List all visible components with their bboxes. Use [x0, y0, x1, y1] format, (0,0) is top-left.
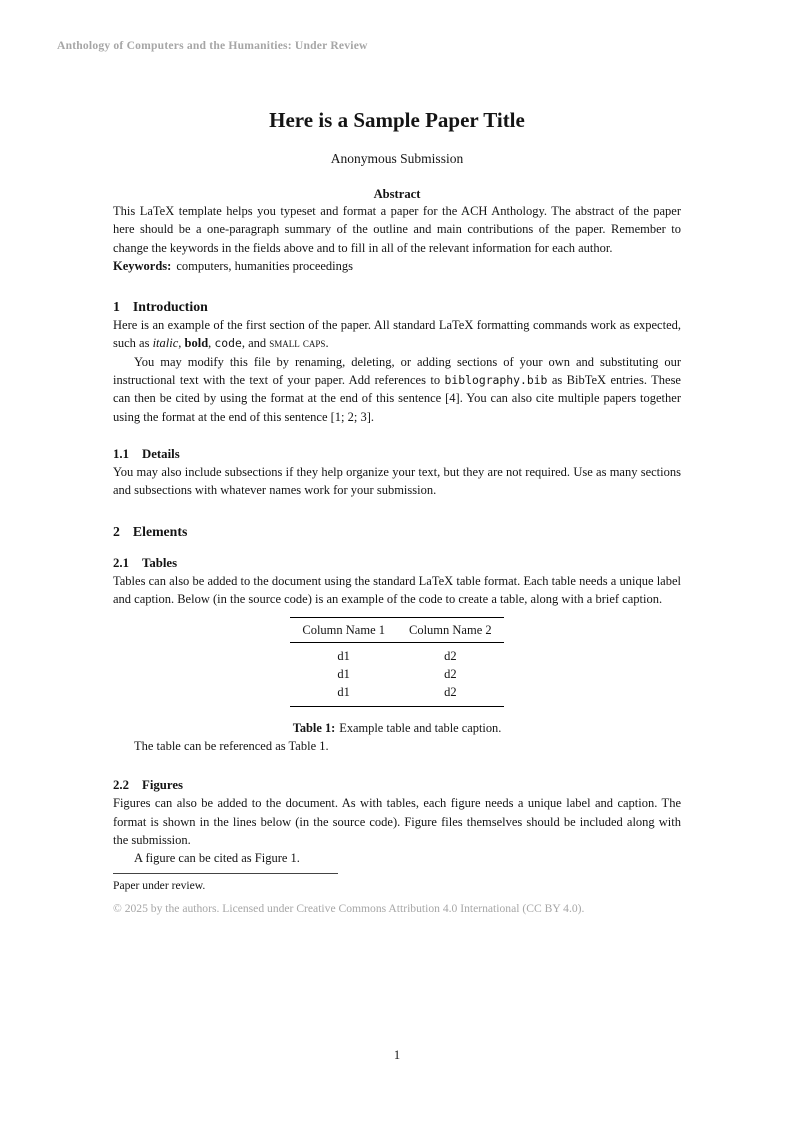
table-cell: d1: [337, 649, 350, 664]
paper-title: Here is a Sample Paper Title: [269, 108, 525, 132]
table-cell: d2: [444, 649, 457, 664]
subsection-title: Tables: [142, 555, 178, 570]
table-cell: d1: [337, 667, 350, 682]
footnote-text: Paper under review.: [113, 878, 206, 892]
table-header-cell: Column Name 1: [290, 618, 397, 643]
table-cell: d2: [444, 667, 457, 682]
inline-bold-text: bold: [184, 336, 209, 351]
text-segment: , and: [241, 336, 270, 351]
table-row: [290, 683, 503, 707]
text-segment: ,: [208, 336, 215, 351]
section-heading-introduction: [113, 297, 681, 316]
section-number: 2: [113, 523, 120, 539]
subsection-number: 1.1: [113, 446, 129, 461]
keywords-label: Keywords:: [113, 258, 172, 273]
keywords-line: [113, 257, 681, 275]
subsection-heading-tables: [113, 555, 681, 572]
figures-paragraph: Figures can also be added to the document. As with tables, each figure needs a unique label and caption. The format is shown in the lines below (in the source code). Figure files themselves should be included along with the submission.: [113, 796, 681, 848]
details-paragraph: You may also include subsections if they help organize your text, but they are not required. Use as many sections and subsections with whatever names work for your submission.: [113, 464, 681, 498]
figure-reference-paragraph: A figure can be cited as Figure 1.: [134, 851, 300, 866]
paper-content: [113, 0, 681, 916]
subsection-heading-figures: [113, 777, 681, 794]
table-row: [290, 665, 503, 683]
table-caption-label: Table 1:: [292, 721, 336, 736]
inline-code-text: code: [214, 336, 242, 351]
abstract-heading: Abstract: [373, 187, 421, 201]
table-row: [290, 643, 503, 666]
table-header-cell: Column Name 2: [397, 618, 504, 643]
table-caption-text: Example table and table caption.: [339, 721, 502, 736]
inline-italic-text: italic: [152, 336, 179, 351]
footnote-rule: [113, 873, 338, 874]
text-segment: ,: [178, 336, 185, 351]
section-title: Elements: [132, 523, 188, 539]
text-segment: You may modify this file by renaming, deleting, or adding sections of your own and substituting our instructional text with the text of your paper. Add references to: [113, 354, 681, 388]
example-table: [290, 617, 503, 707]
table-header-row: [290, 618, 503, 643]
subsection-number: 2.2: [113, 778, 129, 793]
text-segment: Here is an example of the first section of the paper. All standard LaTeX formatting commands work as expected, such as: [113, 318, 681, 351]
author-name: Anonymous Submission: [330, 151, 464, 166]
text-segment: .: [325, 336, 329, 351]
table-cell: d2: [444, 685, 457, 700]
keywords-text: computers, humanities proceedings: [176, 258, 354, 273]
subsection-heading-details: [113, 446, 681, 463]
table-caption: [113, 720, 681, 737]
text-segment: as BibTeX entries. These can then be cited by using the format at the end of this sentence [4]. You can also cite multiple papers together using the format at the end of this sentence [1; 2; 3].: [113, 373, 681, 424]
inline-smallcaps-text: small caps: [269, 336, 326, 351]
section-title: Introduction: [132, 299, 208, 315]
footnote-block: [113, 873, 681, 916]
inline-code-filename: biblography.bib: [444, 373, 548, 388]
intro-paragraph-1: [113, 316, 681, 353]
running-header: Anthology of Computers and the Humanities: Under Review: [57, 39, 368, 52]
example-table-container: [113, 617, 681, 707]
subsection-number: 2.1: [113, 555, 129, 570]
section-number: 1: [113, 299, 120, 315]
intro-paragraph-2: [113, 353, 681, 426]
tables-paragraph: Tables can also be added to the document using the standard LaTeX table format. Each table needs a unique label and caption. Below (in the source code) is an example of the code to create a table, along with a brief caption.: [113, 573, 681, 606]
abstract-text: This LaTeX template helps you typeset and format a paper for the ACH Anthology. The abstract of the paper here should be a one-paragraph summary of the outline and main contributions of the paper. Remember to change the keywords in the fields above and to fill in all of the relevant information for each author.: [113, 204, 681, 255]
table-reference-paragraph: The table can be referenced as Table 1.: [134, 739, 329, 754]
page-number: 1: [393, 1048, 401, 1062]
section-heading-elements: [113, 522, 681, 541]
copyright-text: © 2025 by the authors. Licensed under Creative Commons Attribution 4.0 International (CC BY 4.0).: [113, 901, 585, 915]
table-cell: d1: [337, 685, 350, 700]
subsection-title: Details: [142, 446, 180, 461]
subsection-title: Figures: [142, 778, 183, 793]
